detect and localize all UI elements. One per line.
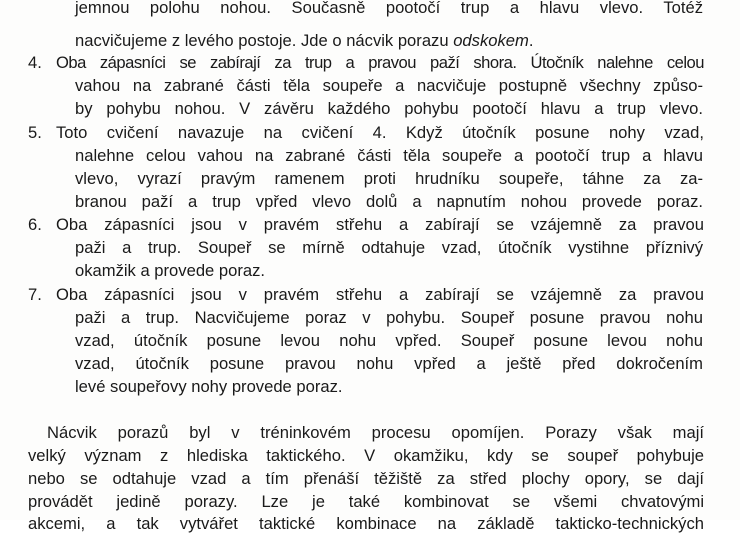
list-item-line: paži a trup. Nacvičujeme poraz v pohybu. Soupeř posune pravou nohu	[75, 308, 703, 327]
list-item-line: vzad, útočník posune levou nohu vpřed. Soupeř posune levou nohu	[75, 331, 703, 350]
list-item-number: 6.	[28, 215, 42, 234]
text-run: nacvičujeme z levého postoje. Jde o nácvik porazu	[75, 31, 454, 50]
paragraph-line: Nácvik porazů byl v tréninkovém procesu opomíjen. Porazy však mají	[47, 423, 704, 442]
emphasis-text: odskokem	[453, 31, 529, 50]
text-run: .	[528, 31, 534, 50]
list-item-line: nalehne celou vahou na zabrané části těla soupeře a pootočí trup a hlavu	[75, 146, 703, 165]
list-item-number: 7.	[28, 285, 42, 304]
list-item-3-continuation-line	[75, 31, 533, 51]
list-item-line: okamžik a provede poraz.	[75, 261, 266, 280]
paragraph-line: velký význam z hlediska taktického. V okamžiku, kdy se soupeř pohybuje	[28, 446, 704, 465]
list-item-line: vahou na zabrané části těla soupeře a nacvičuje postupně všechny způso-	[75, 76, 703, 95]
paragraph-line: provádět jedině porazy. Lze je také kombinovat se všemi chvatovými	[28, 492, 704, 511]
list-item-line: by pohybu nohou. V závěru každého pohybu pootočí hlavu a trup vlevo.	[75, 99, 703, 118]
list-item-line: Oba zápasníci jsou v pravém střehu a zabírají se vzájemně za pravou	[56, 285, 704, 304]
paragraph-line: akcemi, a tak vytvářet taktické kombinace na základě takticko-technických	[28, 514, 704, 533]
list-item-number: 5.	[28, 123, 42, 142]
list-item-line: branou paží a trup vpřed vlevo dolů a napnutím nohou provede poraz.	[75, 192, 703, 211]
list-item-line: vzad, útočník posune pravou nohu vpřed a ještě před dokročením	[75, 354, 703, 373]
list-item-3-continuation-line: jemnou polohu nohou. Současně pootočí trup a hlavu vlevo. Totéž	[75, 0, 703, 17]
list-item-line: paži a trup. Soupeř se mírně odtahuje vzad, útočník vystihne příznivý	[75, 238, 703, 257]
paragraph-line: nebo se odtahuje vzad a tím přenáší těžiště za střed plochy opory, se dají	[28, 469, 704, 488]
list-item-line: Oba zápasníci se zabírají za trup a pravou paží shora. Útočník nalehne celou	[56, 53, 704, 72]
list-item-line: Oba zápasníci jsou v pravém střehu a zabírají se vzájemně za pravou	[56, 215, 704, 234]
list-item-line: vlevo, vyrazí pravým ramenem proti hrudníku soupeře, táhne za za-	[75, 169, 703, 188]
list-item-line: Toto cvičení navazuje na cvičení 4. Když útočník posune nohy vzad,	[56, 123, 704, 142]
list-item-number: 4.	[28, 53, 42, 72]
list-item-line: levé soupeřovy nohy provede poraz.	[75, 377, 343, 396]
